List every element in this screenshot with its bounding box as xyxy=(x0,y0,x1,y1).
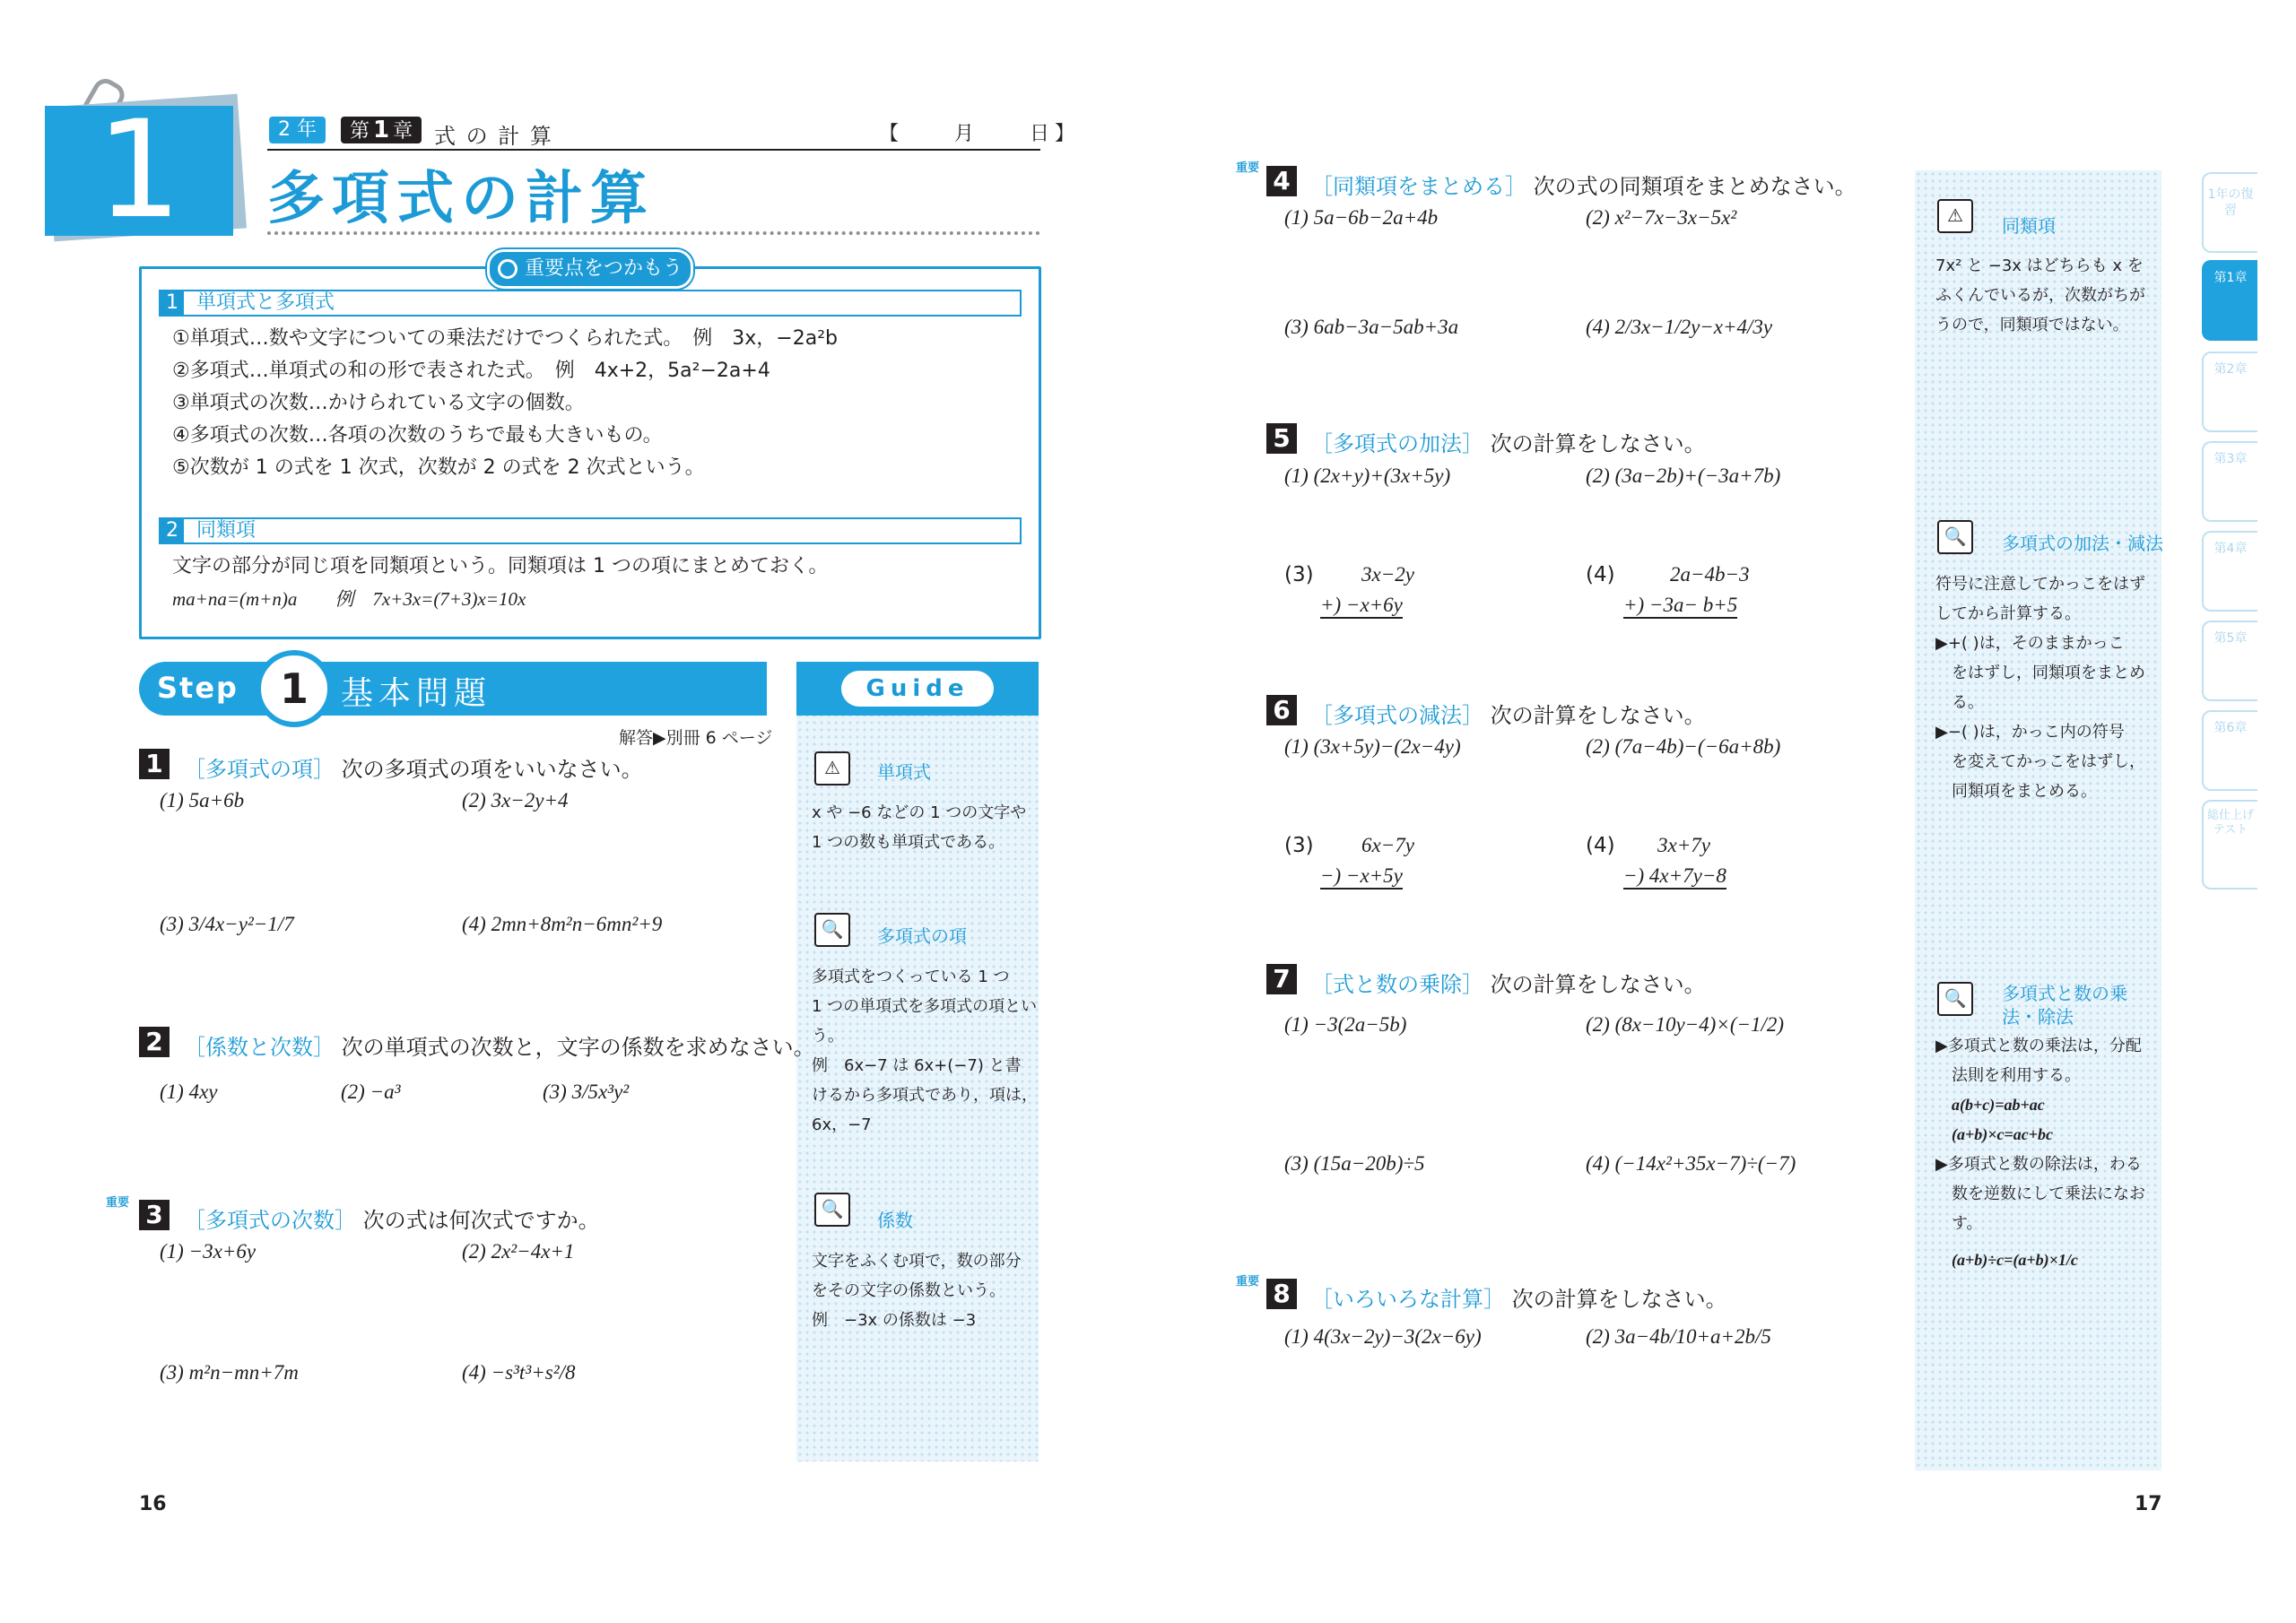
guide-line: 例 −3x の係数は −3 xyxy=(812,1311,977,1330)
side-note-title: 多項式と数の乗法・除法 xyxy=(2002,983,2127,1028)
question-topic: ［いろいろな計算］ xyxy=(1311,1287,1505,1312)
question-topic: ［多項式の次数］ xyxy=(184,1208,356,1233)
question-topic: ［多項式の加法］ xyxy=(1311,431,1483,456)
summary-line: ④多項式の次数…各項の次数のうちで最も大きいもの。 xyxy=(172,424,663,447)
problem-item: 3x+7y xyxy=(1657,834,1710,856)
problem-item: +) −3a− b+5 xyxy=(1623,594,1737,619)
summary-section-1-num: 1 xyxy=(161,291,184,315)
guide-item-title: 単項式 xyxy=(877,761,931,783)
question-prompt: 次の式の同類項をまとめなさい。 xyxy=(1533,174,1857,199)
summary-line: 文字の部分が同じ項を同類項という。同類項は 1 つの項にまとめておく。 xyxy=(172,555,829,577)
grade-pill: 2 年 xyxy=(269,117,326,143)
question-topic: ［係数と次数］ xyxy=(184,1035,335,1060)
problem-item: (2) 2x²−4x+1 xyxy=(462,1240,575,1263)
page-number-right: 17 xyxy=(2135,1493,2162,1515)
summary-line: ①単項式…数や文字についての乗法だけでつくられた式。 例 3x，−2a²b xyxy=(172,327,838,350)
question-7-title xyxy=(1311,967,1706,998)
guide-line: x や −6 などの 1 つの文字や xyxy=(812,803,1027,822)
summary-line: ③単項式の次数…かけられている文字の個数。 xyxy=(172,392,585,414)
header-rule xyxy=(267,149,1040,151)
title-dotted-rule xyxy=(267,231,1040,235)
summary-line: ⑤次数が 1 の式を 1 次式，次数が 2 の式を 2 次式という。 xyxy=(172,456,705,479)
side-note-line: a(b+c)=ab+ac xyxy=(1952,1096,2045,1114)
important-tag: 重要 xyxy=(106,1196,130,1210)
summary-section-2-num: 2 xyxy=(161,519,184,542)
problem-item: (1) 4(3x−2y)−3(2x−6y) xyxy=(1284,1325,1482,1348)
question-4-title xyxy=(1311,169,1857,200)
problem-item: (4) 2/3x−1/2y−x+4/3y xyxy=(1586,316,1773,338)
question-prompt: 次の計算をしなさい。 xyxy=(1490,972,1706,997)
problem-item: (4) (−14x²+35x−7)÷(−7) xyxy=(1586,1152,1796,1175)
summary-header-label: 重要点をつかもう xyxy=(524,257,683,280)
question-1-title xyxy=(184,751,643,783)
problem-item: (1) 4xy xyxy=(160,1081,218,1103)
chapter-title: 式 の 計 算 xyxy=(434,124,553,149)
problem-item: (1) 5a+6b xyxy=(160,789,245,812)
problem-item: (3) xyxy=(1284,563,1314,586)
question-2-title xyxy=(184,1029,815,1061)
tab-chapter-5[interactable]: 第5章 xyxy=(2202,621,2257,701)
question-6-number: 6 xyxy=(1266,695,1297,725)
guide-item-title: 係数 xyxy=(877,1210,913,1231)
problem-item: (2) 3a−4b/10+a+2b/5 xyxy=(1586,1325,1771,1348)
side-note-line: をはずし，同類項をまとめ xyxy=(1952,664,2145,682)
side-note-line: 符号に注意してかっこをはず xyxy=(1935,575,2145,594)
side-note-line: 法則を利用する。 xyxy=(1952,1066,2081,1085)
side-note-line: ▶多項式と数の乗法は，分配 xyxy=(1935,1037,2142,1055)
step-title: 基本問題 xyxy=(341,675,492,712)
chapter-number-badge: 1 xyxy=(45,106,233,236)
problem-item: (4) xyxy=(1586,834,1615,857)
side-note-line: してから計算する。 xyxy=(1935,604,2081,623)
problem-item: (3) xyxy=(1284,834,1314,857)
problem-item: (2) 3x−2y+4 xyxy=(462,789,569,812)
step-number: 1 xyxy=(256,650,333,727)
problem-item: (3) 3/4x−y²−1/7 xyxy=(160,913,294,935)
caution-icon: ⚠ xyxy=(1937,199,1973,233)
question-prompt: 次の計算をしなさい。 xyxy=(1511,1287,1727,1312)
summary-header xyxy=(487,249,693,289)
question-8-title xyxy=(1311,1281,1727,1313)
guide-item-text xyxy=(812,798,1026,857)
side-note-line: る。 xyxy=(1952,693,1984,712)
summary-line: ②多項式…単項式の和の形で表された式。 例 4x+2，5a²−2a+4 xyxy=(172,360,770,382)
side-note-line: ▶+( )は，そのままかっこ xyxy=(1935,634,2125,653)
problem-item: −) 4x+7y−8 xyxy=(1623,864,1726,890)
side-notes-column xyxy=(1915,170,2161,1471)
summary-section-1-head xyxy=(159,290,1022,317)
problem-item: +) −x+6y xyxy=(1320,594,1403,619)
problem-item: (1) −3(2a−5b) xyxy=(1284,1013,1407,1036)
problem-item: (3) (15a−20b)÷5 xyxy=(1284,1152,1425,1175)
important-tag: 重要 xyxy=(1236,161,1260,175)
question-5-title xyxy=(1311,426,1706,457)
page-title: 多項式の計算 xyxy=(267,166,655,232)
side-note-title: 多項式の加法・減法 xyxy=(2002,533,2163,554)
problem-item: (3) m²n−mn+7m xyxy=(160,1361,299,1384)
side-note-line: す。 xyxy=(1952,1214,1983,1233)
answer-reference: 解答▶別冊 6 ページ xyxy=(619,728,773,748)
side-note-text xyxy=(1935,1031,2145,1275)
question-prompt: 次の単項式の次数と，文字の係数を求めなさい。 xyxy=(341,1035,815,1060)
side-note-line: 数を逆数にして乗法になお xyxy=(1952,1185,2145,1203)
problem-item: (1) −3x+6y xyxy=(160,1240,257,1263)
problem-item: −) −x+5y xyxy=(1320,864,1403,890)
problem-item: (4) 2mn+8m²n−6mn²+9 xyxy=(462,913,663,935)
summary-section-1-title: 単項式と多項式 xyxy=(196,291,335,314)
guide-item-text xyxy=(812,962,1038,1140)
question-topic: ［多項式の減法］ xyxy=(1311,703,1483,728)
summary-section-2-head xyxy=(159,517,1022,544)
problem-item: (4) −s³t³+s²/8 xyxy=(462,1361,576,1384)
question-1-number: 1 xyxy=(139,749,170,779)
tab-chapter-2[interactable]: 第2章 xyxy=(2202,352,2257,432)
question-5-number: 5 xyxy=(1266,423,1297,454)
guide-line: 1 つの数も単項式である。 xyxy=(812,833,1005,852)
chapter-pill xyxy=(341,117,422,143)
side-note-line: ふくんでいるが，次数がちが xyxy=(1935,286,2145,305)
guide-line: 例 6x−7 は 6x+(−7) と書 xyxy=(812,1056,1022,1075)
tab-chapter-4[interactable]: 第4章 xyxy=(2202,531,2257,612)
problem-item: (3) 6ab−3a−5ab+3a xyxy=(1284,316,1459,338)
problem-item: 6x−7y xyxy=(1361,834,1414,856)
tab-chapter-3[interactable]: 第3章 xyxy=(2202,441,2257,522)
question-topic: ［多項式の項］ xyxy=(184,757,335,782)
summary-line: ma+na=(m+n)a 例 7x+3x=(7+3)x=10x xyxy=(172,588,526,610)
date-field: 【 月 日】 xyxy=(879,123,1081,145)
question-3-number: 3 xyxy=(139,1200,170,1230)
problem-item: 3x−2y xyxy=(1361,563,1414,586)
problem-item: (2) (3a−2b)+(−3a+7b) xyxy=(1586,464,1781,487)
magnifier-icon: 🔍 xyxy=(814,913,850,947)
chapter-pill-pre: 第 xyxy=(350,120,370,143)
side-note-line: (a+b)×c=ac+bc xyxy=(1952,1125,2053,1143)
step-label: Step xyxy=(157,671,239,705)
side-note-line: を変えてかっこをはずし， xyxy=(1952,752,2145,771)
problem-item: (2) −a³ xyxy=(341,1081,401,1103)
page-number-left: 16 xyxy=(139,1493,167,1515)
guide-line: をその文字の係数という。 xyxy=(812,1281,1005,1300)
side-note-text xyxy=(1935,251,2145,340)
chapter-pill-post: 章 xyxy=(393,120,413,143)
chapter-pill-num: 1 xyxy=(373,117,390,143)
important-tag: 重要 xyxy=(1236,1275,1260,1289)
guide-line: う。 xyxy=(812,1027,844,1046)
guide-line: 文字をふくむ項で，数の部分 xyxy=(812,1252,1022,1271)
side-note-text xyxy=(1935,569,2145,806)
question-2-number: 2 xyxy=(139,1027,170,1057)
problem-item: (1) 5a−6b−2a+4b xyxy=(1284,206,1439,229)
problem-item: (1) (3x+5y)−(2x−4y) xyxy=(1284,735,1461,758)
guide-line: 1 つの単項式を多項式の項とい xyxy=(812,997,1038,1016)
side-note-line: 同類項をまとめる。 xyxy=(1952,782,2097,801)
side-note-line: (a+b)÷c=(a+b)×1/c xyxy=(1952,1251,2078,1269)
question-prompt: 次の式は何次式ですか。 xyxy=(362,1208,600,1233)
caution-icon: ⚠ xyxy=(814,751,850,785)
problem-item: (2) (8x−10y−4)×(−1/2) xyxy=(1586,1013,1785,1036)
tab-chapter-6[interactable]: 第6章 xyxy=(2202,710,2257,791)
problem-item: (2) x²−7x−3x−5x² xyxy=(1586,206,1737,229)
question-prompt: 次の多項式の項をいいなさい。 xyxy=(341,757,643,782)
problem-item: (2) (7a−4b)−(−6a+8b) xyxy=(1586,735,1781,758)
question-8-number: 8 xyxy=(1266,1279,1297,1309)
guide-line: けるから多項式であり，項は， xyxy=(812,1086,1038,1105)
question-6-title xyxy=(1311,698,1706,729)
question-7-number: 7 xyxy=(1266,964,1297,994)
side-note-line: 7x² と −3x はどちらも x を xyxy=(1935,256,2144,275)
magnifier-icon: 🔍 xyxy=(1937,982,1973,1016)
problem-item: (1) (2x+y)+(3x+5y) xyxy=(1284,464,1451,487)
magnifier-icon: 🔍 xyxy=(1937,520,1973,554)
question-4-number: 4 xyxy=(1266,166,1297,196)
side-note-line: ▶多項式と数の除法は，わる xyxy=(1935,1155,2142,1174)
problem-item: (3) 3/5x³y² xyxy=(543,1081,630,1103)
tab-chapter-1[interactable]: 第1章 xyxy=(2202,260,2257,341)
side-note-line: うので，同類項ではない。 xyxy=(1935,316,2129,334)
question-topic: ［同類項をまとめる］ xyxy=(1311,174,1526,199)
guide-line: 多項式をつくっている 1 つ xyxy=(812,968,1010,986)
problem-item: (4) xyxy=(1586,563,1615,586)
question-prompt: 次の計算をしなさい。 xyxy=(1490,431,1706,456)
problem-item: 2a−4b−3 xyxy=(1670,563,1750,586)
side-note-title: 同類項 xyxy=(2002,215,2056,237)
magnifier-icon: 🔍 xyxy=(814,1193,850,1227)
tab-final-test[interactable]: 総仕上げテスト xyxy=(2202,800,2257,890)
question-3-title xyxy=(184,1202,600,1234)
question-prompt: 次の計算をしなさい。 xyxy=(1490,703,1706,728)
guide-label: Guide xyxy=(841,671,994,707)
summary-section-2-title: 同類項 xyxy=(196,519,257,542)
guide-item-title: 多項式の項 xyxy=(877,925,967,947)
target-icon xyxy=(498,259,517,279)
question-topic: ［式と数の乗除］ xyxy=(1311,972,1483,997)
side-note-line: ▶−( )は，かっこ内の符号 xyxy=(1935,723,2125,742)
guide-item-text xyxy=(812,1246,1022,1335)
guide-line: 6x，−7 xyxy=(812,1115,872,1134)
tab-review[interactable]: 1年の復習 xyxy=(2202,172,2257,253)
